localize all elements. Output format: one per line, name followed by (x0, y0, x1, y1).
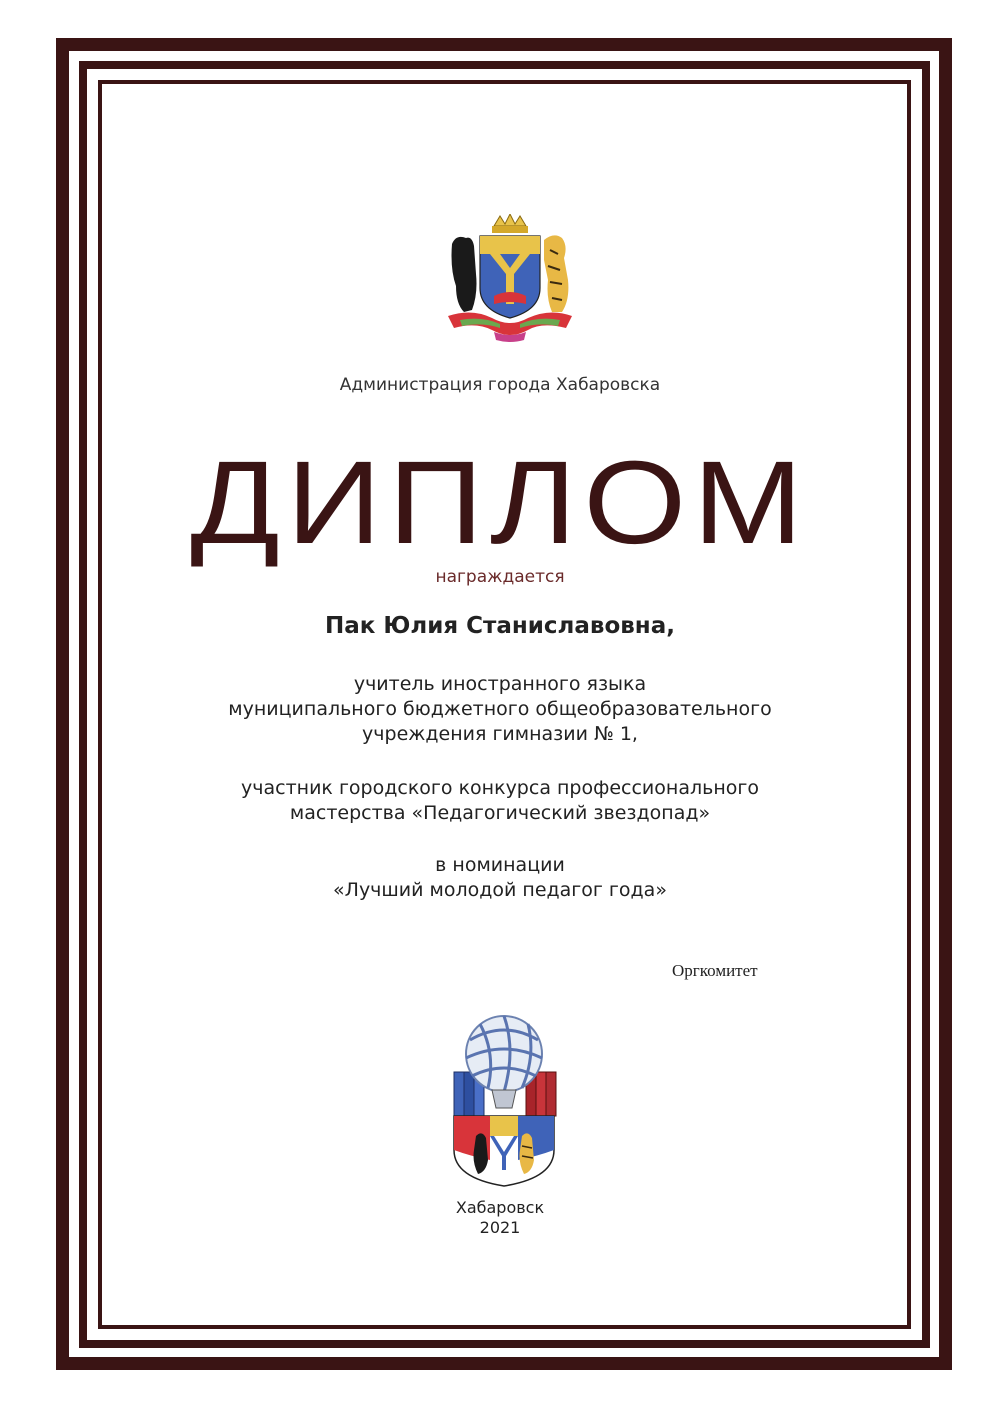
position-line: учреждения гимназии № 1, (362, 723, 638, 745)
khabarovsk-coat-of-arms-icon (442, 214, 578, 344)
recipient-name: Пак Юлия Станиславовна, (325, 613, 675, 639)
participation-line: мастерства «Педагогический звездопад» (289, 802, 711, 824)
year: 2021 (479, 1218, 521, 1237)
city-name: Хабаровск (455, 1198, 545, 1217)
organizing-committee: Оргкомитет (672, 961, 758, 980)
contest-globe-emblem-icon (440, 1010, 568, 1188)
awarded-label: награждается (435, 567, 565, 587)
position-line: муниципального бюджетного общеобразовательного (228, 698, 772, 720)
participation-text (0, 776, 1000, 826)
nomination-line: в номинации (435, 854, 565, 876)
nomination-line: «Лучший молодой педагог года» (333, 879, 667, 901)
position-line: учитель иностранного языка (353, 673, 647, 695)
nomination-text (0, 853, 1000, 903)
recipient-position (0, 672, 1000, 747)
document-title: ДИПЛОМ (190, 437, 810, 569)
organization-name: Администрация города Хабаровска (339, 375, 661, 395)
footer-location (0, 1198, 1000, 1238)
participation-line: участник городского конкурса профессионального (241, 777, 759, 799)
